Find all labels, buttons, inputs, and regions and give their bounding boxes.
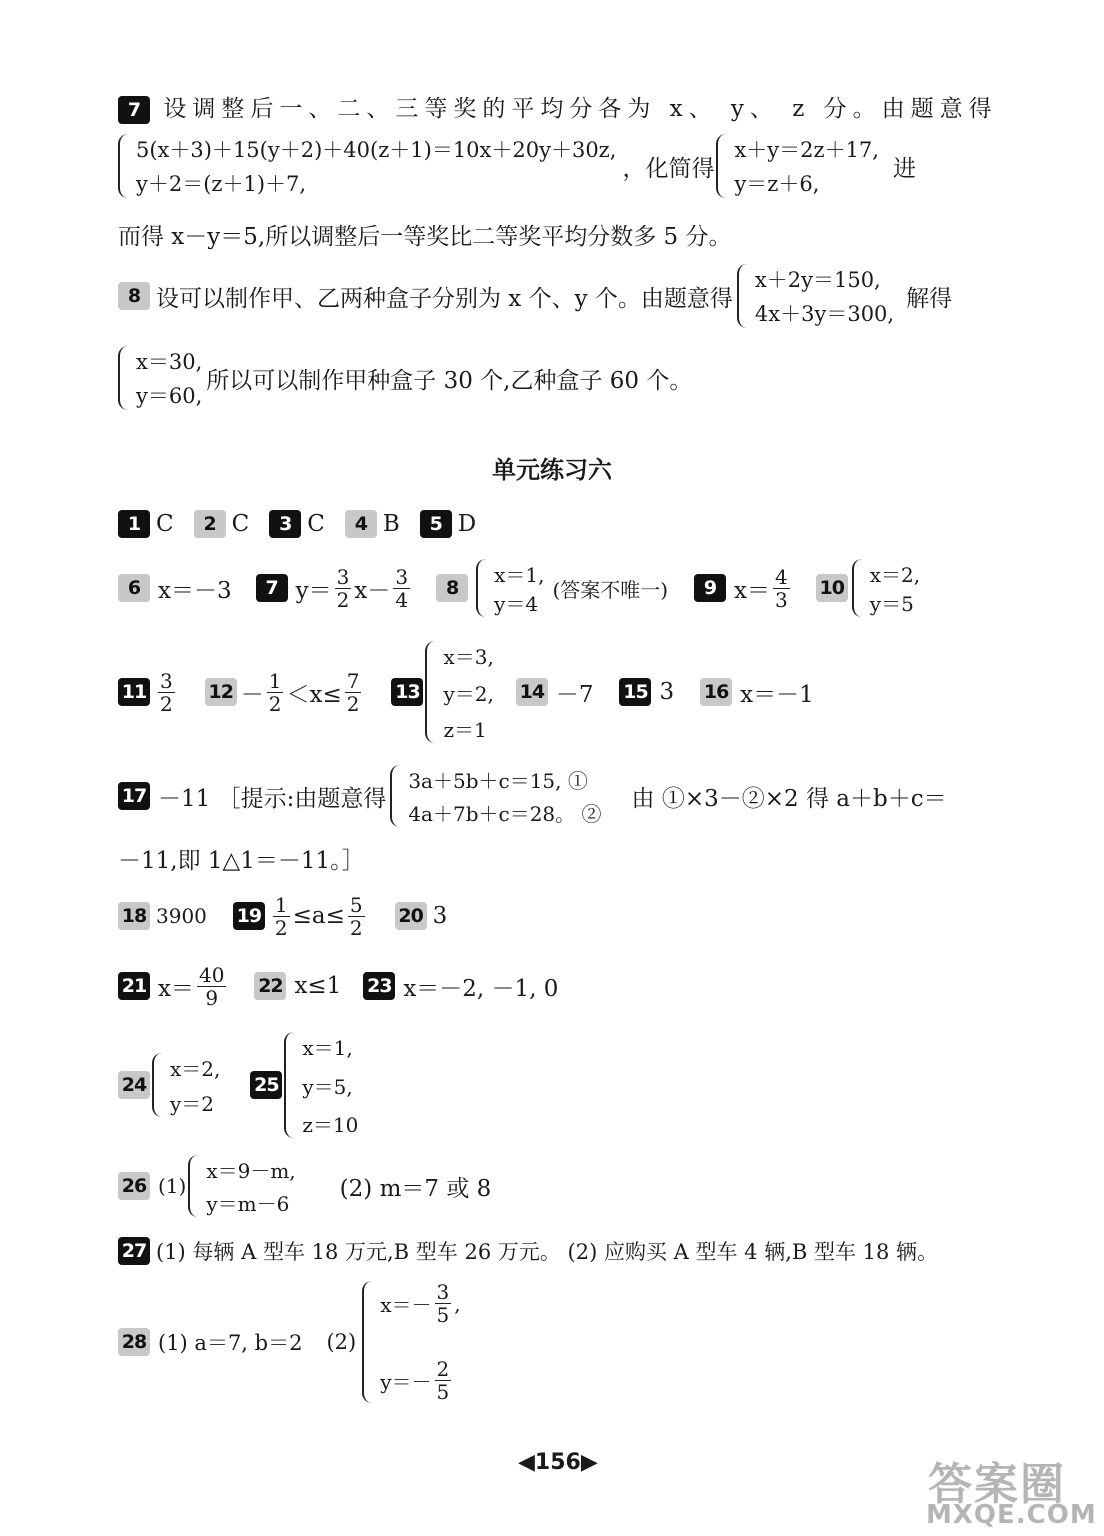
question-number-badge: 22 <box>254 972 286 1000</box>
question-number-badge: 11 <box>118 678 150 706</box>
equation-line: x＝2, <box>869 563 921 587</box>
equation-line: y＝2 <box>170 1092 215 1116</box>
question-number-badge: 5 <box>420 510 452 538</box>
answer-28-line <box>118 1280 461 1404</box>
equation-line: y＋2＝(z＋1)＋7, <box>136 172 307 196</box>
equation-prefix: x＝－ <box>380 1293 432 1317</box>
answer-23: x＝－2, －1, 0 <box>403 975 559 1002</box>
q7-intro: 设调整后一、二、三等奖的平均分各为 x、 y、 z 分。由题意得 <box>163 96 998 122</box>
answer-7-mid: x－ <box>354 577 391 604</box>
equation-line: x＋y＝2z＋17, <box>734 138 879 162</box>
equation-line: x＝1, <box>302 1036 353 1060</box>
fraction-denominator: 2 <box>336 587 350 612</box>
fraction-numerator: 7 <box>346 668 360 693</box>
question-number-badge: 24 <box>118 1071 150 1099</box>
fraction <box>267 670 284 715</box>
equation-line: 4x＋3y＝300, <box>754 302 895 326</box>
question-number-badge: 23 <box>363 972 395 1000</box>
fraction-numerator: 5 <box>349 892 363 917</box>
q7-intro-line <box>118 90 998 124</box>
question-number-badge: 18 <box>118 902 150 930</box>
equation-line: 4a＋7b＋c＝28。 ② <box>408 802 602 826</box>
fraction-denominator: 2 <box>349 915 363 940</box>
question-number-badge: 3 <box>269 510 301 538</box>
left-arrow-icon: ◀ <box>518 1450 535 1475</box>
q7-system-2 <box>716 134 879 198</box>
question-number-badge: 16 <box>700 678 732 706</box>
equation-line: z＝1 <box>443 718 487 742</box>
question-number-badge: 26 <box>118 1172 150 1200</box>
q7-systems <box>118 134 916 198</box>
answer-28-system <box>362 1281 460 1403</box>
fraction-denominator: 9 <box>205 985 219 1010</box>
mc-answer: C <box>307 511 325 537</box>
equation-line: x＝9－m, <box>206 1159 296 1183</box>
answer-25-system <box>284 1032 358 1138</box>
fraction <box>435 1358 452 1403</box>
fraction-denominator: 5 <box>436 1380 450 1404</box>
answers-row-6-10 <box>118 558 920 618</box>
q8-intro-line <box>118 264 952 328</box>
q7-conclusion: 而得 x－y＝5,所以调整后一等奖比二等奖平均分数多 5 分。 <box>118 224 732 250</box>
question-number-badge: 9 <box>694 574 726 602</box>
equation-line: 5(x＋3)＋15(y＋2)＋40(z＋1)＝10x＋20y＋30z, <box>136 138 617 162</box>
answer-28-part1: (1) a＝7, b＝2 <box>158 1331 303 1355</box>
question-number-badge: 19 <box>233 902 265 930</box>
answer-26-part1-label: (1) <box>158 1174 187 1198</box>
equation-prefix: y＝－ <box>380 1370 432 1394</box>
question-number-badge: 21 <box>118 972 150 1000</box>
question-number-badge: 10 <box>816 574 848 602</box>
right-arrow-icon: ▶ <box>580 1450 598 1475</box>
equation-line: z＝10 <box>302 1113 359 1137</box>
answer-17-continuation: －11,即 1△1＝－11。］ <box>118 848 365 874</box>
answer-22: x≤1 <box>294 973 342 999</box>
question-number-badge: 4 <box>345 510 377 538</box>
question-number-badge: 1 <box>118 510 150 538</box>
fraction-numerator: 4 <box>775 564 788 589</box>
q8-solve-label: 解得 <box>906 285 953 312</box>
answer-14: －7 <box>555 681 594 708</box>
q7-system-1 <box>118 134 616 198</box>
fraction <box>348 894 365 939</box>
question-number-badge: 2 <box>194 510 226 538</box>
watermark-url: MXQE.COM <box>926 1500 1097 1530</box>
equation-line: y＝5, <box>302 1074 353 1099</box>
fraction-denominator: 5 <box>436 1303 450 1327</box>
answer-17-line <box>118 764 947 828</box>
answer-24-system <box>152 1053 220 1117</box>
q7-continue: 进 <box>892 155 916 182</box>
equation-line: x＋2y＝150, <box>754 268 881 292</box>
section-title: 单元练习六 <box>492 456 612 484</box>
equation-line <box>380 1281 460 1326</box>
equation-line: y＝m－6 <box>206 1192 290 1216</box>
q8-system <box>737 264 894 328</box>
fraction-denominator: 2 <box>274 915 288 940</box>
answers-row-21-23 <box>118 960 558 1012</box>
answer-8-note: (答案不唯一) <box>552 577 669 602</box>
question-number-badge: 28 <box>118 1328 150 1356</box>
q8-intro: 设可以制作甲、乙两种盒子分别为 x 个、y 个。由题意得 <box>156 285 733 312</box>
answer-18: 3900 <box>156 904 207 928</box>
q8-conclusion: 所以可以制作甲种盒子 30 个,乙种盒子 60 个。 <box>206 367 693 394</box>
page-number <box>518 1450 598 1475</box>
equation-line: y＝4 <box>494 592 539 616</box>
answer-10-system <box>852 559 920 617</box>
equation-line: y＝5 <box>869 592 914 616</box>
fraction-numerator: 40 <box>198 962 225 987</box>
question-number-badge: 7 <box>256 574 288 602</box>
question-number-badge: 14 <box>516 678 548 706</box>
answer-17-hint: －11 ［提示:由题意得 <box>158 785 387 812</box>
question-number-badge: 15 <box>619 678 651 706</box>
mc-answer: D <box>457 511 477 537</box>
answers-row-11-16 <box>118 640 814 744</box>
q8-solution <box>118 346 202 410</box>
equation-suffix: , <box>454 1291 461 1316</box>
answer-6: x＝－3 <box>158 577 232 604</box>
fraction-numerator: 2 <box>436 1357 450 1381</box>
question-number-badge: 6 <box>118 574 150 602</box>
mc-answer: C <box>156 511 174 537</box>
answers-row-24-25 <box>118 1030 358 1140</box>
answer-17-derivation: 由 ①×3－②×2 得 a＋b＋c＝ <box>631 785 947 812</box>
watermark-logo: 答案圈 <box>928 1459 1066 1510</box>
fraction <box>393 566 410 611</box>
fraction-numerator: 3 <box>160 668 173 693</box>
q8-solution-line <box>118 346 692 410</box>
question-number-badge: 7 <box>118 96 150 124</box>
question-number-badge: 13 <box>391 678 423 706</box>
answer-28-part2-label: (2) <box>326 1330 357 1354</box>
question-number-badge: 20 <box>395 902 427 930</box>
answer-16: x＝－1 <box>740 681 814 708</box>
answer-21-prefix: x＝ <box>158 975 194 1002</box>
equation-line: x＝3, <box>443 645 494 669</box>
fraction <box>158 670 175 715</box>
q7-simplify-label: ，化简得 <box>622 155 715 182</box>
fraction-denominator: 2 <box>346 691 360 716</box>
answer-17-system <box>390 765 601 827</box>
question-number-badge: 12 <box>205 678 237 706</box>
fraction <box>435 1281 452 1326</box>
answer-26-system <box>188 1155 295 1217</box>
fraction <box>345 670 362 715</box>
page-number-text: 156 <box>534 1450 581 1475</box>
equation-line: y＝2, <box>443 681 494 706</box>
answer-13-system <box>425 641 493 743</box>
equation-line: y＝z＋6, <box>734 172 820 196</box>
fraction <box>197 964 226 1009</box>
question-number-badge: 8 <box>436 574 468 602</box>
fraction-denominator: 2 <box>268 691 282 716</box>
answer-12-prefix: － <box>240 681 264 708</box>
answer-27: (1) 每辆 A 型车 18 万元,B 型车 26 万元。 (2) 应购买 A 型车 4 辆,B 型车 18 辆。 <box>156 1240 939 1264</box>
answer-20: 3 <box>432 903 448 929</box>
fraction-denominator: 4 <box>395 587 409 612</box>
fraction-denominator: 2 <box>160 691 173 716</box>
mc-answers <box>118 510 476 538</box>
fraction-numerator: 1 <box>268 668 282 693</box>
fraction-numerator: 3 <box>436 1280 450 1304</box>
equation-line: x＝2, <box>170 1057 221 1081</box>
question-number-badge: 8 <box>118 282 150 310</box>
answer-15: 3 <box>659 679 675 705</box>
answer-19-mid: ≤a≤ <box>292 903 345 929</box>
question-number-badge: 17 <box>118 782 150 810</box>
fraction-numerator: 3 <box>395 564 409 589</box>
fraction-numerator: 1 <box>274 892 288 917</box>
answers-row-18-20 <box>118 890 447 942</box>
question-number-badge: 27 <box>118 1237 150 1265</box>
fraction <box>773 566 790 611</box>
fraction <box>335 566 352 611</box>
mc-answer: C <box>231 511 250 537</box>
equation-line: y＝60, <box>136 384 203 408</box>
question-number-badge: 25 <box>250 1071 282 1099</box>
fraction-denominator: 3 <box>775 587 788 612</box>
answer-7-prefix: y＝ <box>295 577 332 604</box>
mc-answer: B <box>382 511 400 537</box>
answer-26-part2: (2) m＝7 或 8 <box>339 1175 492 1202</box>
answer-27-line <box>118 1236 938 1266</box>
equation-line: x＝1, <box>494 563 545 587</box>
equation-line <box>380 1358 460 1403</box>
fraction <box>273 894 290 939</box>
equation-line: 3a＋5b＋c＝15, ① <box>408 769 588 793</box>
answer-9-prefix: x＝ <box>734 577 771 604</box>
answer-12-mid: ＜x≤ <box>286 681 342 708</box>
answer-26-line <box>118 1154 491 1218</box>
fraction-numerator: 3 <box>336 564 350 589</box>
answer-8-system <box>476 559 544 617</box>
equation-line: x＝30, <box>136 350 203 374</box>
